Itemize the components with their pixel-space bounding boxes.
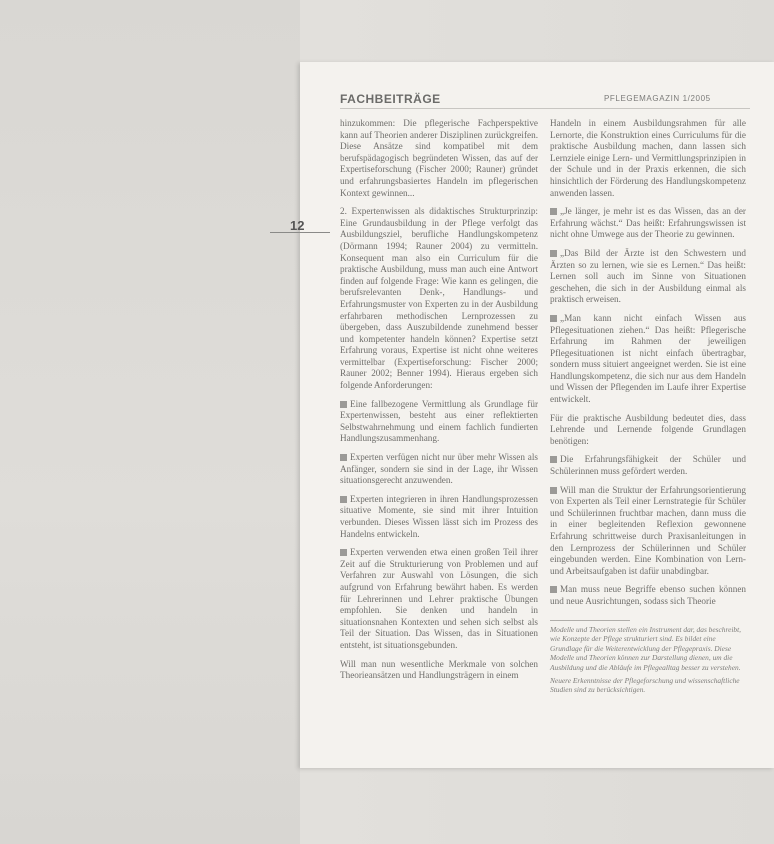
bullet-square-icon <box>340 454 347 461</box>
bullet-paragraph: „Man kann nicht einfach Wissen aus Pflegesituationen ziehen.“ Das heißt: Pflegerische Erfahrung im Rahmen der jeweiligen Pflegesituationen ist nicht einfach übertragbar, sondern muss situiert angeeignet werden. Sie ist eine Handlungskompetenz, die sich nur aus dem Handeln und Wissen der Pflegenden im Laufe ihrer Expertise entwickelt. <box>550 312 746 405</box>
bullet-square-icon <box>550 586 557 593</box>
bullet-paragraph: Experten integrieren in ihren Handlungsprozessen situative Momente, sie sind mit ihrer Intuition verbunden. Dieses Wissen lässt sich im Prozess des Handelns entwickeln. <box>340 493 538 539</box>
paragraph: Handeln in einem Ausbildungsrahmen für alle Lernorte, die Konstruktion eines Curriculums für die praktische Ausbildung machen, dann lassen sich Lernziele einige Lern- und Vermittlungsprinzipien in der Schule und in der Praxis erkennen, die sich hinsichtlich der Förderung des Handlungskompetenz anwenden lassen. <box>550 118 746 198</box>
bullet-paragraph: Die Erfahrungsfähigkeit der Schüler und Schülerinnen muss gefördert werden. <box>550 454 746 477</box>
bullet-paragraph: Experten verwenden etwa einen großen Teil ihrer Zeit auf die Strukturierung von Problemen und auf Verfahren zur Auswahl von Lösungen, die sich aufgrund von Erfahrung bewährt haben. Es werden für Lehrerinnen und Lehrer praktische Übungen empfohlen. Sie denken und handeln in situationsnahen Kontexten und sehen sich selbst als Teil der Situation. Das Wissen, das in Situationen entsteht, ist situationsgebunden. <box>340 547 538 650</box>
journal-header: PFLEGEMAGAZIN 1/2005 <box>604 94 711 103</box>
header-rule <box>340 108 750 109</box>
bullet-paragraph: Man muss neue Begriffe ebenso suchen können und neue Ausrichtungen, sodass sich Theorie <box>550 584 746 606</box>
left-text-column <box>340 118 538 689</box>
paragraph: 2. Expertenwissen als didaktisches Strukturprinzip: Eine Grundausbildung in der Pflege verfolgt das Ausbildungsziel, berufliche Handlungskompetenz (Dörmann 1994; Rauner 2004) zu vermitteln. Konsequent man also ein Curriculum für die praktische Ausbildung, muss man auch eine Antwort finden auf folgende Frage: Wie kann es gelingen, die berufsrelevanten Denk-, Handlungs- und Erfahrungsmuster von Experten zu in der Ausbildung erfahrbaren methodischen Lernprozessen zu übergeben, dass Auszubildende zunehmend besser und kompetenter handeln können? Expertise setzt Erfahrung voraus, Expertise ist nicht ohne weiteres vermittelbar (Expertiseforschung: Fischer 2000; Rauner 2002; Benner 1994). Hieraus ergeben sich folgende Anforderungen: <box>340 206 538 391</box>
bullet-square-icon <box>340 496 347 503</box>
bullet-square-icon <box>550 315 557 322</box>
paragraph: Für die praktische Ausbildung bedeutet dies, dass Lehrende und Lernende folgende Grundlagen benötigen: <box>550 412 746 446</box>
bullet-square-icon <box>550 456 557 463</box>
bullet-paragraph: Will man die Struktur der Erfahrungsorientierung von Experten als Teil einer Lernstrategie für Schüler und Schülerinnen fruchtbar machen, dann muss die in einer begleitenden Reflexion gewonnene Erfahrung schrittweise durch Praxisanleitungen in den Lernprozess der Schülerinnen und Schüler eingebunden werden. Eine Kombination von Lern- und Arbeitsaufgaben ist dafür unabdingbar. <box>550 484 746 576</box>
bullet-paragraph: Experten verfügen nicht nur über mehr Wissen als Anfänger, sondern sie sind in der Lage, ihr Wissen situationsgerecht anzuwenden. <box>340 452 538 486</box>
footnote: Modelle und Theorien stellen ein Instrument dar, das beschreibt, wie Konzepte der Pflege strukturiert sind. Es bildet eine Grundlage für die Weiterentwicklung der Pflegepraxis. Diese Modelle und Theorien können zur Darstellung dienen, um die Ausbildung und die Abläufe im Pflegealltag besser zu verstehen. <box>550 625 742 672</box>
paragraph: hinzukommen: Die pflegerische Fachperspektive kann auf Theorien anderer Disziplinen zurückgreifen. Diese Ansätze sind kompatibel mit dem berufspädagogisch begründeten Wissen, das auf der Expertiseforschung (Fischer 2000; Rauner) gründet und erfahrungsbasiertes Handeln im pflegerischen Kontext gewinnen... <box>340 118 538 198</box>
right-text-column <box>550 118 746 615</box>
bullet-paragraph: Eine fallbezogene Vermittlung als Grundlage für Expertenwissen, besteht aus einer reflektierten Selbstwahrnehmung und einem fachlich fundierten Handlungszusammenhang. <box>340 398 538 444</box>
page-number: 12 <box>290 218 305 233</box>
bullet-square-icon <box>550 487 557 494</box>
footnote: Neuere Erkenntnisse der Pflegeforschung und wissenschaftliche Studien sind zu berücksichtigen. <box>550 676 740 695</box>
footnote-rule <box>550 620 630 621</box>
bullet-paragraph: „Je länger, je mehr ist es das Wissen, das an der Erfahrung wächst.“ Das heißt: Erfahrungswissen ist nicht ohne Umwege aus der Theorie zu gewinnen. <box>550 206 746 240</box>
facing-page-edge <box>0 0 300 844</box>
paragraph: Will man nun wesentliche Merkmale von solchen Theorieansätzen und Handlungsträgern in einem <box>340 658 538 681</box>
bullet-square-icon <box>340 401 347 408</box>
bullet-square-icon <box>550 250 557 257</box>
bullet-square-icon <box>340 549 347 556</box>
footnotes <box>550 625 746 699</box>
bullet-square-icon <box>550 208 557 215</box>
section-header: FACHBEITRÄGE <box>340 92 441 106</box>
bullet-paragraph: „Das Bild der Ärzte ist den Schwestern und Ärzten so zu lernen, wie sie es Lernen.“ Das heißt: Lernen soll auch im Sinne von Situationen geschehen, die sich in der Ausbildung einmal als praktisch erweisen. <box>550 247 746 305</box>
